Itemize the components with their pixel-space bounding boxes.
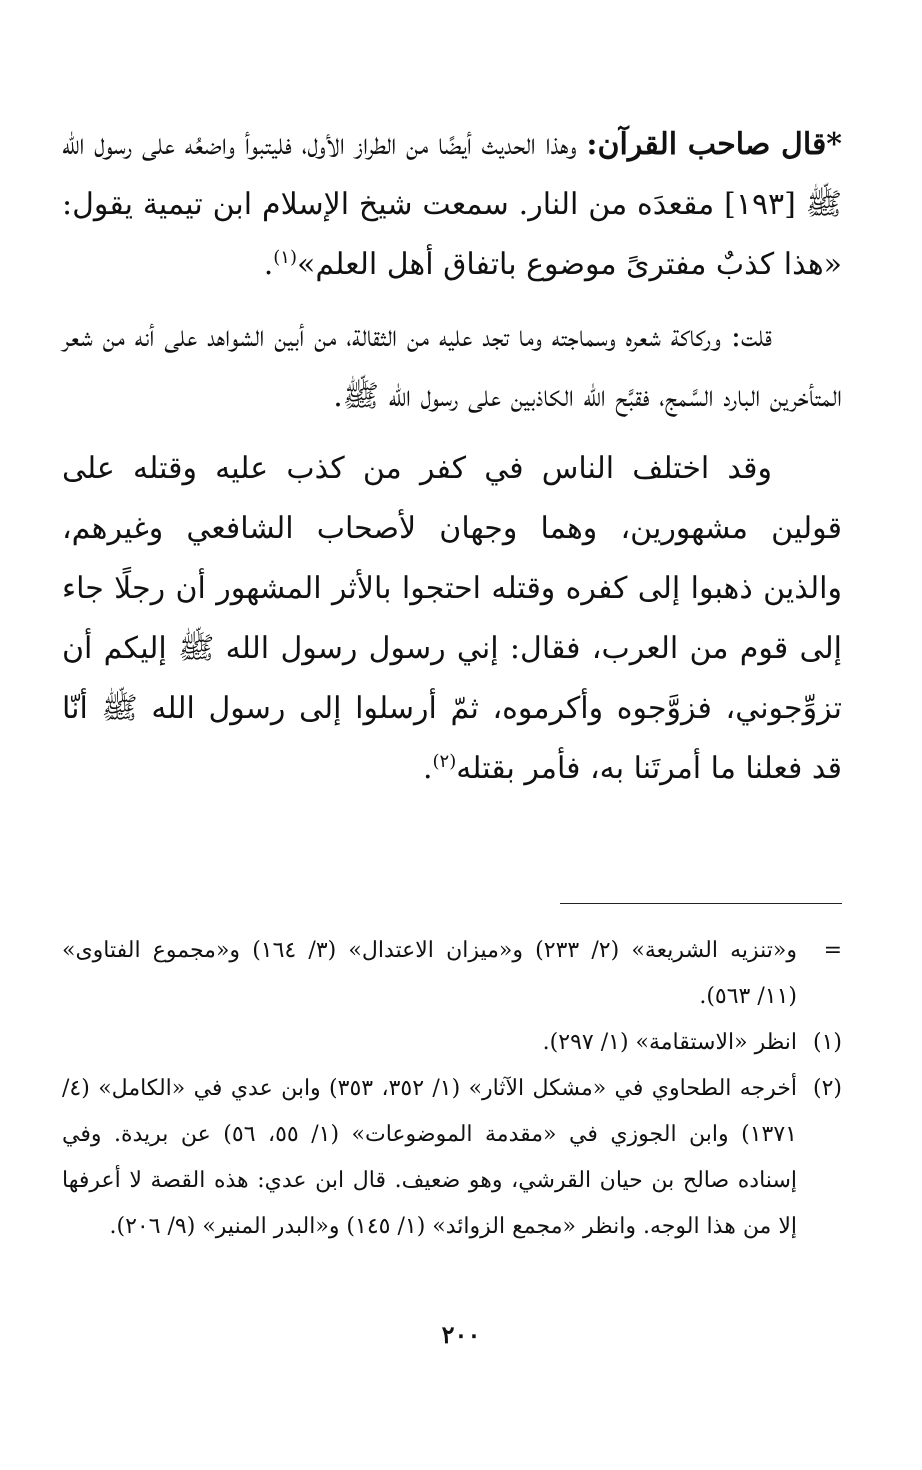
paragraph-3: [62, 439, 842, 799]
footnotes: [62, 928, 842, 1250]
footnote-mark: =: [823, 938, 842, 963]
footnote-text: أخرجه الطحاوي في «مشكل الآثار» (١/ ٣٥٢، ٣٥٣) وابن عدي في «الكامل» (٤/ ١٣٧١) وابن الجوزي في «مقدمة الموضوعات» (١/ ٥٥، ٥٦) عن بريدة. وفي إسناده صالح بن حيان القرشي، وهو ضعيف. قال ابن عدي: هذه القصة لا أعرفها إلا من هذا الوجه. وانظر «مجمع الزوائد» (١/ ١٤٥) و«البدر المنير» (٩/ ٢٠٦).: [62, 1076, 797, 1239]
footnote-text: انظر «الاستقامة» (١/ ٢٩٧).: [542, 1030, 797, 1055]
page-number: ٢٠٠: [441, 1320, 481, 1349]
footnote-ref-2: (٢): [432, 751, 457, 772]
paragraph-lead: *قال صاحب القرآن:: [586, 127, 842, 162]
paragraph-end: .: [422, 751, 433, 786]
footnote-2: [62, 1066, 842, 1250]
footnote-continued: [62, 928, 842, 1020]
footnote-mark: (٢): [812, 1076, 842, 1101]
paragraph-end: .: [263, 247, 274, 282]
footnote-separator: [560, 903, 842, 904]
main-text: [62, 115, 842, 811]
footnote-mark: (١): [812, 1030, 842, 1055]
footnote-ref-1: (١): [273, 247, 297, 268]
paragraph-2: قلت: وركاكة شعره وسماجته وما تجد عليه من الثقالة، من أبين الشواهد على أنه من شعر المتأخرين البارد السَّمج، فقبَّح الله الكاذبين على رسول الله ﷺ.: [62, 319, 842, 414]
paragraph-text: وقد اختلف الناس في كفر من كذب عليه وقتله على قولين مشهورين، وهما وجهان لأصحاب الشافعي وغيرهم، والذين ذهبوا إلى كفره وقتله احتجوا بالأثر المشهور أن رجلًا جاء إلى قوم من العرب، فقال: إني رسول رسول الله ﷺ إليكم أن تزوِّجوني، فزوَّجوه وأكرموه، ثمّ أرسلوا إلى رسول الله ﷺ أنّا قد فعلنا ما أمرتَنا به، فأمر بقتله: [62, 451, 842, 786]
paragraph-1: [62, 115, 842, 295]
footnote-1: [62, 1020, 842, 1066]
footnote-text: و«تنزيه الشريعة» (٢/ ٢٣٣) و«ميزان الاعتدال» (٣/ ١٦٤) و«مجموع الفتاوى» (١١/ ٥٦٣).: [62, 938, 797, 1009]
paragraph-text: وهذا الحديث أيضًا من الطراز الأول، فليتبوأ واضعُه على رسول الله ﷺ [١٩٣] مقعدَه من النار. سمعت شيخ الإسلام ابن تيمية يقول: «هذا كذبٌ مفترىً موضوع باتفاق أهل العلم»: [62, 127, 843, 282]
